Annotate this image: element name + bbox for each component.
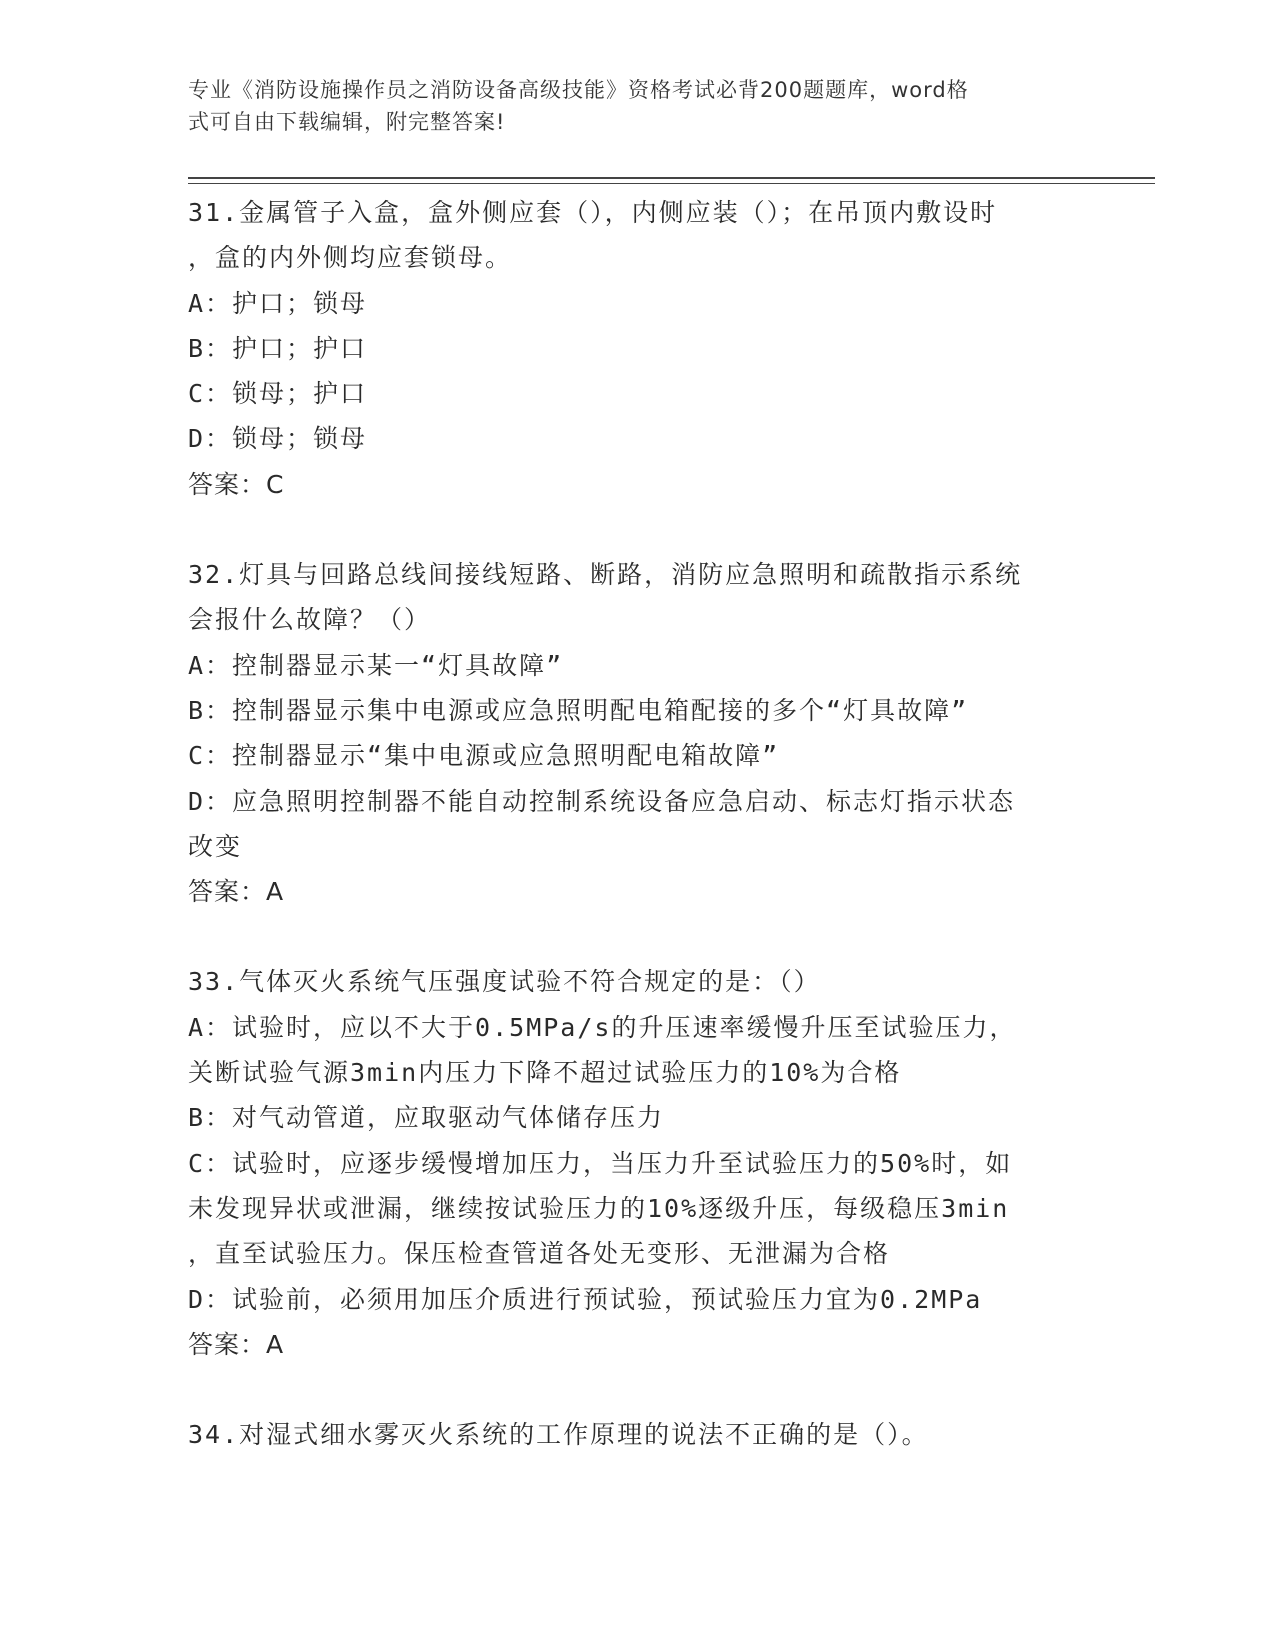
header-intro-line-1: 专业《消防设施操作员之消防设备高级技能》资格考试必背200题题库，word格: [188, 78, 969, 102]
answer-line: 答案：A: [188, 877, 285, 907]
question-stem-line: 会报什么故障？（）: [188, 605, 432, 635]
question-list: [188, 190, 1088, 1457]
question-33: [188, 959, 1088, 1367]
option-line: A：控制器显示某一“灯具故障”: [188, 650, 564, 680]
answer-line: 答案：C: [188, 469, 285, 499]
question-32: [188, 552, 1088, 914]
header-intro-line-2: 式可自由下载编辑，附完整答案!: [188, 110, 506, 134]
option-line: D：试验前，必须用加压介质进行预试验，预试验压力宜为0.2MPa: [188, 1284, 983, 1314]
question-stem-line: 31.金属管子入盒，盒外侧应套（），内侧应装（）；在吊顶内敷设时: [188, 198, 998, 227]
header-divider-thin: [188, 183, 1155, 184]
question-31: [188, 190, 1088, 507]
option-line: C：锁母；护口: [188, 379, 368, 409]
option-line: A：试验时，应以不大于0.5MPa/s的升压速率缓慢升压至试验压力，: [188, 1012, 1017, 1042]
option-line: ，直至试验压力。保压检查管道各处无变形、无泄漏为合格: [188, 1239, 891, 1269]
question-34: [188, 1412, 1088, 1457]
option-line: D：应急照明控制器不能自动控制系统设备应急启动、标志灯指示状态: [188, 786, 1016, 816]
question-stem-line: 32.灯具与回路总线间接线短路、断路，消防应急照明和疏散指示系统: [188, 560, 1023, 590]
option-line: D：锁母；锁母: [188, 424, 368, 454]
option-line: B：对气动管道，应取驱动气体储存压力: [188, 1103, 665, 1133]
option-line: C：控制器显示“集中电源或应急照明配电箱故障”: [188, 741, 780, 771]
option-line: A：护口；锁母: [188, 288, 368, 318]
option-line: B：控制器显示集中电源或应急照明配电箱配接的多个“灯具故障”: [188, 695, 969, 725]
option-line: 关断试验气源3min内压力下降不超过试验压力的10%为合格: [188, 1058, 902, 1088]
question-stem-line: 34.对湿式细水雾灭火系统的工作原理的说法不正确的是（）。: [188, 1420, 929, 1450]
option-line: 未发现异状或泄漏，继续按试验压力的10%逐级升压，每级稳压3min: [188, 1193, 1010, 1223]
question-stem-line: ，盒的内外侧均应套锁母。: [188, 243, 513, 273]
option-line: C：试验时，应逐步缓慢增加压力，当压力升至试验压力的50%时，如: [188, 1148, 1013, 1178]
document-header: [188, 74, 1068, 138]
option-line: B：护口；护口: [188, 333, 368, 363]
question-stem-line: 33.气体灭火系统气压强度试验不符合规定的是：（）: [188, 967, 821, 997]
option-line: 改变: [188, 831, 243, 861]
header-divider-thick: [188, 177, 1155, 179]
answer-line: 答案：A: [188, 1329, 285, 1359]
